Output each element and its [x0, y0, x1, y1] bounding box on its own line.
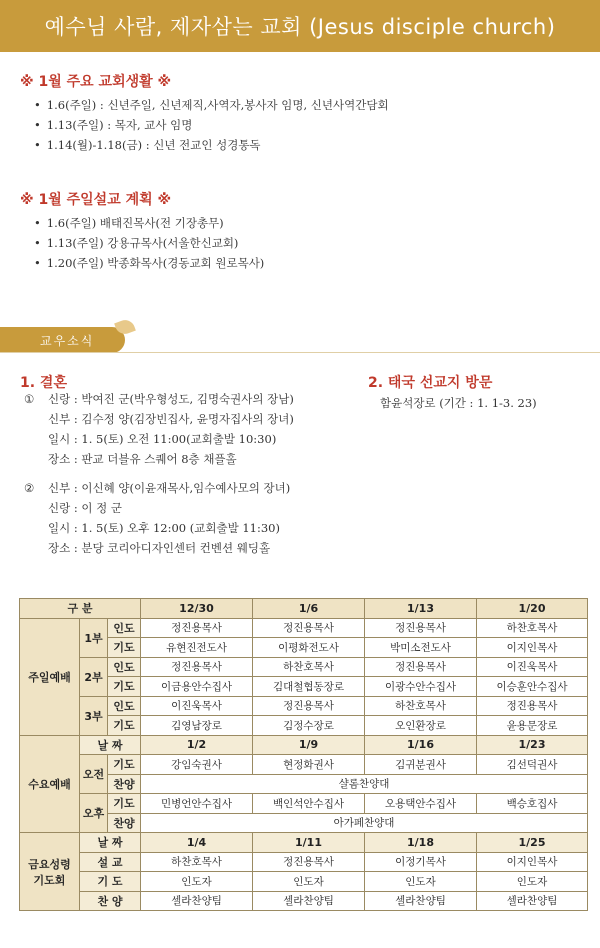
section-title-church-life: ※ 1월 주요 교회생활 ※ [20, 74, 172, 90]
header-date: 1/20 [477, 599, 588, 619]
role-label: 찬 양 [80, 891, 141, 911]
schedule-cell: 셀라찬양팀 [253, 891, 365, 911]
news-section-tab [0, 327, 125, 353]
schedule-cell: 현정화권사 [253, 755, 365, 775]
schedule-cell: 정진용목사 [477, 696, 588, 716]
role-label: 찬양 [108, 774, 141, 794]
divider [0, 352, 600, 353]
table-header-row [20, 599, 588, 619]
page-banner [0, 0, 600, 52]
role-label: 찬양 [108, 813, 141, 833]
schedule-cell: 이진욱목사 [477, 657, 588, 677]
schedule-cell: 김선덕권사 [477, 755, 588, 775]
wednesday-date: 1/9 [253, 735, 365, 755]
service-schedule-table [19, 598, 588, 911]
schedule-cell: 박미소전도사 [365, 638, 477, 658]
schedule-cell: 이정기목사 [365, 852, 477, 872]
schedule-cell: 인도자 [141, 872, 253, 892]
wedding-entry-1 [24, 389, 294, 469]
schedule-cell: 유현진전도사 [141, 638, 253, 658]
wedding-entry-2 [24, 478, 290, 558]
wedding-line: 장소 : 판교 더블유 스퀘어 8층 채플홀 [48, 452, 237, 466]
schedule-cell: 하찬호목사 [365, 696, 477, 716]
schedule-cell: 윤용문장로 [477, 716, 588, 736]
schedule-cell: 인도자 [253, 872, 365, 892]
wednesday-label: 수요예배 [20, 735, 80, 833]
table-row [20, 755, 588, 775]
service-name: 2부 [80, 657, 108, 696]
wedding-title: 1. 결혼 [20, 375, 67, 391]
sermon-plan-list [34, 213, 264, 273]
list-item: • 1.6(주일) 배태진목사(전 기장총무) [34, 213, 264, 233]
wedding-line: 신부 : 이신혜 양(이윤재목사,임수예사모의 장녀) [48, 481, 291, 495]
schedule-cell: 이지인목사 [477, 638, 588, 658]
list-item: • 1.6(주일) : 신년주일, 신년제직,사역자,봉사자 임명, 신년사역간담회 [34, 95, 389, 115]
schedule-cell: 백인석안수집사 [253, 794, 365, 814]
friday-date: 1/25 [477, 833, 588, 853]
list-item: • 1.20(주일) 박종화목사(경동교회 원로목사) [34, 253, 264, 273]
schedule-cell: 김대철협동장로 [253, 677, 365, 697]
table-row [20, 696, 588, 716]
choir-cell: 샬롬찬양대 [141, 774, 588, 794]
list-item: • 1.14(월)-1.18(금) : 신년 전교인 성경통독 [34, 135, 389, 155]
role-label: 기도 [108, 677, 141, 697]
friday-date: 1/4 [141, 833, 253, 853]
role-label: 기도 [108, 755, 141, 775]
schedule-cell: 이금용안수집사 [141, 677, 253, 697]
schedule-cell: 정진용목사 [253, 852, 365, 872]
date-label: 날 짜 [80, 735, 141, 755]
role-label: 기도 [108, 638, 141, 658]
schedule-cell: 정진용목사 [141, 657, 253, 677]
schedule-cell: 정진용목사 [253, 696, 365, 716]
friday-date: 1/11 [253, 833, 365, 853]
schedule-cell: 백승호집사 [477, 794, 588, 814]
header-label: 구 분 [20, 599, 141, 619]
schedule-cell: 강임숙권사 [141, 755, 253, 775]
schedule-cell: 하찬호목사 [141, 852, 253, 872]
friday-label-line: 기도회 [33, 873, 66, 887]
role-label: 설 교 [80, 852, 141, 872]
schedule-cell: 오인환장로 [365, 716, 477, 736]
banner-title: 예수님 사람, 제자삼는 교회 (Jesus disciple church) [44, 15, 556, 39]
schedule-cell: 이평화전도사 [253, 638, 365, 658]
schedule-cell: 민병언안수집사 [141, 794, 253, 814]
church-life-list [34, 95, 389, 155]
service-name: 오후 [80, 794, 108, 833]
table-row [20, 872, 588, 892]
role-label: 인도 [108, 696, 141, 716]
schedule-cell: 이지인목사 [477, 852, 588, 872]
service-name: 1부 [80, 618, 108, 657]
role-label: 인도 [108, 618, 141, 638]
wedding-line: 일시 : 1. 5(토) 오후 12:00 (교회출발 11:30) [48, 521, 280, 535]
list-item: • 1.13(주일) : 목자, 교사 임명 [34, 115, 389, 135]
schedule-cell: 셀라찬양팀 [365, 891, 477, 911]
wedding-line: 신랑 : 박여진 군(박우형성도, 김명숙권사의 장남) [48, 392, 294, 406]
role-label: 기 도 [80, 872, 141, 892]
wednesday-date: 1/16 [365, 735, 477, 755]
schedule-cell: 정진용목사 [365, 657, 477, 677]
wednesday-date: 1/2 [141, 735, 253, 755]
schedule-cell: 정진용목사 [253, 618, 365, 638]
table-row [20, 657, 588, 677]
role-label: 기도 [108, 716, 141, 736]
date-label: 날 짜 [80, 833, 141, 853]
header-date: 1/6 [253, 599, 365, 619]
table-row [20, 852, 588, 872]
mission-title: 2. 태국 선교지 방문 [368, 375, 493, 391]
entry-number: ① [24, 392, 35, 406]
service-name: 오전 [80, 755, 108, 794]
sunday-label: 주일예배 [20, 618, 80, 735]
friday-label [20, 833, 80, 911]
entry-number: ② [24, 481, 35, 495]
news-tab-label: 교우소식 [40, 333, 95, 348]
friday-label-line: 금요성령 [28, 857, 71, 871]
schedule-cell: 이진욱목사 [141, 696, 253, 716]
table-row [20, 618, 588, 638]
list-item: • 1.13(주일) 강용규목사(서울한신교회) [34, 233, 264, 253]
schedule-cell: 셀라찬양팀 [141, 891, 253, 911]
schedule-cell: 오용택안수집사 [365, 794, 477, 814]
table-row [20, 891, 588, 911]
schedule-cell: 인도자 [365, 872, 477, 892]
table-row [20, 833, 588, 853]
schedule-cell: 김정수장로 [253, 716, 365, 736]
wedding-line: 신부 : 김수정 양(김장빈집사, 윤명자집사의 장녀) [48, 412, 294, 426]
service-name: 3부 [80, 696, 108, 735]
schedule-cell: 이승훈안수집사 [477, 677, 588, 697]
wedding-line: 장소 : 분당 코리아디자인센터 컨벤션 웨딩홀 [48, 541, 271, 555]
schedule-cell: 셀라찬양팀 [477, 891, 588, 911]
wedding-line: 신랑 : 이 정 군 [48, 501, 123, 515]
header-date: 12/30 [141, 599, 253, 619]
schedule-cell: 인도자 [477, 872, 588, 892]
role-label: 인도 [108, 657, 141, 677]
friday-date: 1/18 [365, 833, 477, 853]
schedule-cell: 하찬호목사 [253, 657, 365, 677]
section-title-sermon-plan: ※ 1월 주일설교 계획 ※ [20, 192, 172, 208]
mission-text: 함윤석장로 (기간 : 1. 1-3. 23) [380, 396, 537, 410]
wednesday-date: 1/23 [477, 735, 588, 755]
schedule-cell: 정진용목사 [365, 618, 477, 638]
table-row [20, 735, 588, 755]
choir-cell: 아가페찬양대 [141, 813, 588, 833]
schedule-cell: 정진용목사 [141, 618, 253, 638]
schedule-cell: 하찬호목사 [477, 618, 588, 638]
table-row [20, 794, 588, 814]
schedule-cell: 김귀분권사 [365, 755, 477, 775]
role-label: 기도 [108, 794, 141, 814]
header-date: 1/13 [365, 599, 477, 619]
schedule-cell: 이광수안수집사 [365, 677, 477, 697]
schedule-cell: 김영남장로 [141, 716, 253, 736]
wedding-line: 일시 : 1. 5(토) 오전 11:00(교회출발 10:30) [48, 432, 277, 446]
